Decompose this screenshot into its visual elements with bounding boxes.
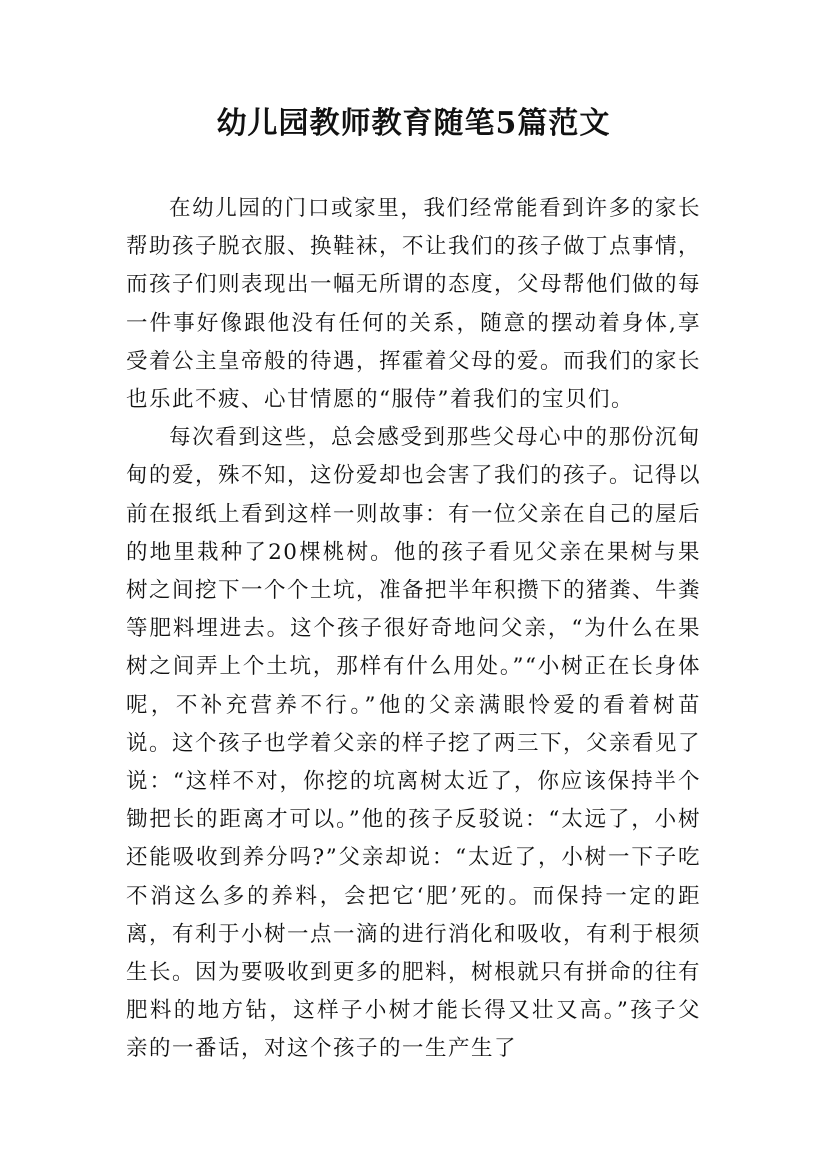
document-title: 幼儿园教师教育随笔5篇范文	[216, 106, 611, 141]
paragraph-2: 每次看到这些，总会感受到那些父母心中的那份沉甸甸的爱，殊不知，这份爱却也会害了我们的孩子。记得以前在报纸上看到这样一则故事：有一位父亲在自己的屋后的地里栽种了20棵桃树。他的孩子看见父亲在果树与果树之间挖下一个个土坑，准备把半年积攒下的猪粪、牛粪等肥料埋进去。这个孩子很好奇地问父亲，“为什么在果树之间弄上个土坑，那样有什么用处。”“小树正在长身体呢，不补充营养不行。”他的父亲满眼怜爱的看着树苗说。这个孩子也学着父亲的样子挖了两三下，父亲看见了说：“这样不对，你挖的坑离树太近了，你应该保持半个锄把长的距离才可以。”他的孩子反驳说：“太远了，小树还能吸收到养分吗?”父亲却说：“太近了，小树一下子吃不消这么多的养料，会把它‘肥’死的。而保持一定的距离，有利于小树一点一滴的进行消化和吸收，有利于根须生长。因为要吸收到更多的肥料，树根就只有拼命的往有肥料的地方钻，这样子小树才能长得又壮又高。”孩子父亲的一番话，对这个孩子的一生产生了	[126, 425, 702, 1062]
document-body	[126, 190, 701, 1069]
paragraph-1: 在幼儿园的门口或家里，我们经常能看到许多的家长帮助孩子脱衣服、换鞋袜，不让我们的孩子做丁点事情，而孩子们则表现出一幅无所谓的态度，父母帮他们做的每一件事好像跟他没有任何的关系，随意的摆动着身体,享受着公主皇帝般的待遇，挥霍着父母的爱。而我们的家长也乐此不疲、心甘情愿的“服侍”着我们的宝贝们。	[126, 196, 702, 413]
